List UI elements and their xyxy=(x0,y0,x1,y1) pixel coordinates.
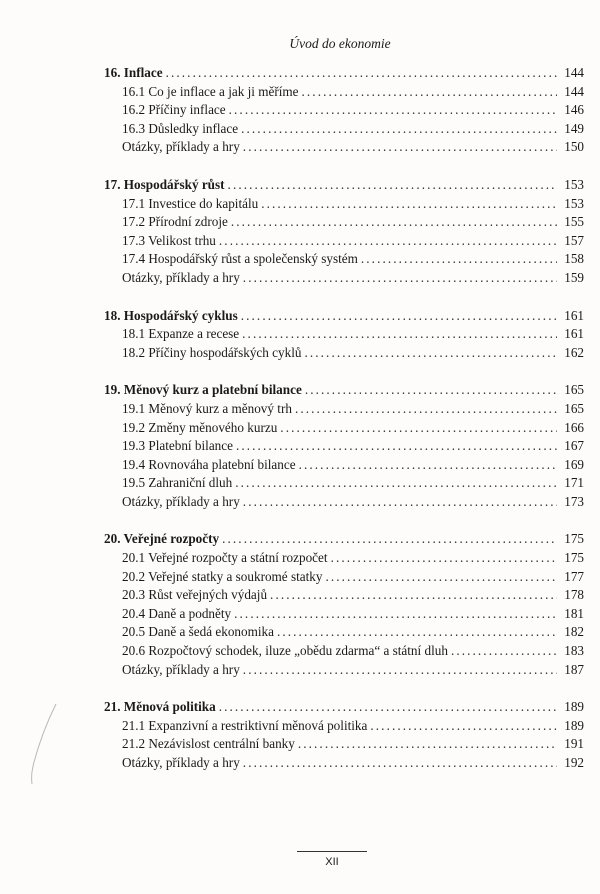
section-page-number: 173 xyxy=(564,493,584,509)
chapter-page-number: 144 xyxy=(564,65,584,80)
section-title: Otázky, příklady a hry xyxy=(122,493,240,509)
toc-chapter xyxy=(104,381,584,511)
toc-chapter xyxy=(104,176,584,288)
leader-dots xyxy=(331,549,557,568)
toc-section-entry xyxy=(104,474,584,493)
section-page-number: 146 xyxy=(564,102,584,118)
toc-section-entry xyxy=(104,83,584,102)
toc-section-entry xyxy=(104,642,584,661)
section-page-number: 181 xyxy=(564,605,584,621)
section-title: 20.4 Daně a podněty xyxy=(122,605,232,621)
chapter-title: 16. Inflace xyxy=(104,65,163,80)
section-title: 20.3 Růst veřejných výdajů xyxy=(122,587,268,603)
toc-chapter-heading xyxy=(104,307,584,326)
leader-dots xyxy=(243,661,557,680)
leader-dots xyxy=(277,623,557,642)
section-title: 19.4 Rovnováha platební bilance xyxy=(122,456,296,472)
leader-dots xyxy=(299,456,557,475)
toc-questions-entry xyxy=(104,269,584,288)
section-page-number: 157 xyxy=(564,232,584,248)
toc-chapter-heading xyxy=(104,530,584,549)
section-title: 21.2 Nezávislost centrální banky xyxy=(122,736,295,752)
section-title: 19.1 Měnový kurz a měnový trh xyxy=(122,400,292,416)
toc-chapter xyxy=(104,64,584,157)
section-title: 19.5 Zahraniční dluh xyxy=(122,475,233,491)
leader-dots xyxy=(302,83,557,102)
toc-section-entry xyxy=(104,605,584,624)
leader-dots xyxy=(235,474,557,493)
section-title: Otázky, příklady a hry xyxy=(122,661,240,677)
section-page-number: 177 xyxy=(564,568,584,584)
section-page-number: 178 xyxy=(564,587,584,603)
section-page-number: 162 xyxy=(564,344,584,360)
toc-section-entry xyxy=(104,437,584,456)
toc-section-entry xyxy=(104,250,584,269)
leader-dots xyxy=(451,642,557,661)
page-number: XII xyxy=(325,856,339,868)
leader-dots xyxy=(270,586,557,605)
section-page-number: 161 xyxy=(564,326,584,342)
toc-section-entry xyxy=(104,456,584,475)
leader-dots xyxy=(241,307,557,326)
chapter-title: 20. Veřejné rozpočty xyxy=(104,531,220,547)
toc-questions-entry xyxy=(104,754,584,773)
section-title: 18.1 Expanze a recese xyxy=(122,326,240,342)
toc-section-entry xyxy=(104,568,584,587)
toc-questions-entry xyxy=(104,493,584,512)
running-head: Úvod do ekonomie xyxy=(289,36,391,51)
section-title: 16.3 Důsledky inflace xyxy=(122,120,239,136)
section-title: 17.3 Velikost trhu xyxy=(122,232,216,248)
toc-questions-entry xyxy=(104,138,584,157)
section-page-number: 171 xyxy=(564,475,584,491)
section-page-number: 153 xyxy=(564,195,584,211)
table-of-contents xyxy=(104,64,584,792)
section-title: 17.2 Přírodní zdroje xyxy=(122,214,228,230)
toc-section-entry xyxy=(104,735,584,754)
chapter-page-number: 165 xyxy=(564,382,584,398)
section-title: 17.4 Hospodářský růst a společenský systém xyxy=(122,251,358,267)
section-page-number: 166 xyxy=(564,419,584,435)
toc-section-entry xyxy=(104,120,584,139)
section-page-number: 159 xyxy=(564,269,584,285)
toc-section-entry xyxy=(104,717,584,736)
leader-dots xyxy=(261,195,557,214)
leader-dots xyxy=(370,717,557,736)
section-title: Otázky, příklady a hry xyxy=(122,139,240,155)
section-page-number: 155 xyxy=(564,214,584,230)
leader-dots xyxy=(298,735,557,754)
section-page-number: 144 xyxy=(564,83,584,99)
toc-questions-entry xyxy=(104,661,584,680)
section-title: Otázky, příklady a hry xyxy=(122,269,240,285)
toc-section-entry xyxy=(104,195,584,214)
section-title: 16.1 Co je inflace a jak ji měříme xyxy=(122,83,299,99)
section-page-number: 192 xyxy=(564,755,584,770)
chapter-title: 19. Měnový kurz a platební bilance xyxy=(104,382,302,398)
section-page-number: 189 xyxy=(564,717,584,733)
leader-dots xyxy=(304,344,557,363)
toc-section-entry xyxy=(104,549,584,568)
section-title: 16.2 Příčiny inflace xyxy=(122,102,226,118)
leader-dots xyxy=(222,530,557,549)
toc-section-entry xyxy=(104,213,584,232)
section-title: 19.3 Platební bilance xyxy=(122,438,233,454)
toc-section-entry xyxy=(104,400,584,419)
section-title: 19.2 Změny měnového kurzu xyxy=(122,419,278,435)
section-page-number: 158 xyxy=(564,251,584,267)
section-page-number: 150 xyxy=(564,139,584,155)
pencil-mark xyxy=(20,700,60,790)
leader-dots xyxy=(243,754,557,773)
toc-chapter xyxy=(104,307,584,363)
section-page-number: 165 xyxy=(564,400,584,416)
section-title: Otázky, příklady a hry xyxy=(122,755,240,770)
leader-dots xyxy=(242,325,557,344)
chapter-page-number: 175 xyxy=(564,531,584,547)
chapter-title: 17. Hospodářský růst xyxy=(104,176,225,192)
toc-chapter-heading xyxy=(104,176,584,195)
toc-section-entry xyxy=(104,344,584,363)
toc-section-entry xyxy=(104,419,584,438)
leader-dots xyxy=(231,213,557,232)
leader-dots xyxy=(243,493,557,512)
toc-section-entry xyxy=(104,623,584,642)
chapter-title: 21. Měnová politika xyxy=(104,699,216,715)
leader-dots xyxy=(234,605,557,624)
toc-section-entry xyxy=(104,586,584,605)
chapter-page-number: 153 xyxy=(564,176,584,192)
leader-dots xyxy=(325,568,557,587)
leader-dots xyxy=(219,232,557,251)
section-page-number: 167 xyxy=(564,438,584,454)
leader-dots xyxy=(361,250,557,269)
toc-chapter xyxy=(104,698,584,772)
chapter-page-number: 161 xyxy=(564,307,584,323)
leader-dots xyxy=(229,101,557,120)
leader-dots xyxy=(280,419,557,438)
chapter-page-number: 189 xyxy=(564,699,584,715)
toc-chapter-heading xyxy=(104,698,584,717)
folio-rule xyxy=(297,851,367,852)
section-title: 20.6 Rozpočtový schodek, iluze „obědu zdarma“ a státní dluh xyxy=(122,643,448,659)
section-page-number: 182 xyxy=(564,624,584,640)
leader-dots xyxy=(243,269,557,288)
toc-section-entry xyxy=(104,325,584,344)
section-title: 20.5 Daně a šedá ekonomika xyxy=(122,624,274,640)
leader-dots xyxy=(305,381,557,400)
toc-section-entry xyxy=(104,101,584,120)
leader-dots xyxy=(295,400,557,419)
section-title: 20.1 Veřejné rozpočty a státní rozpočet xyxy=(122,550,328,566)
leader-dots xyxy=(241,120,557,139)
leader-dots xyxy=(243,138,557,157)
section-title: 18.2 Příčiny hospodářských cyklů xyxy=(122,344,302,360)
section-page-number: 191 xyxy=(564,736,584,752)
section-page-number: 169 xyxy=(564,456,584,472)
section-page-number: 175 xyxy=(564,550,584,566)
toc-section-entry xyxy=(104,232,584,251)
chapter-title: 18. Hospodářský cyklus xyxy=(104,307,238,323)
section-page-number: 187 xyxy=(564,661,584,677)
section-page-number: 149 xyxy=(564,120,584,136)
section-page-number: 183 xyxy=(564,643,584,659)
leader-dots xyxy=(219,698,557,717)
section-title: 17.1 Investice do kapitálu xyxy=(122,195,259,211)
toc-chapter-heading xyxy=(104,381,584,400)
leader-dots xyxy=(166,64,557,83)
section-title: 20.2 Veřejné statky a soukromé statky xyxy=(122,568,323,584)
section-title: 21.1 Expanzivní a restriktivní měnová politika xyxy=(122,717,368,733)
toc-chapter-heading xyxy=(104,64,584,83)
leader-dots xyxy=(228,176,557,195)
leader-dots xyxy=(236,437,557,456)
toc-chapter xyxy=(104,530,584,679)
